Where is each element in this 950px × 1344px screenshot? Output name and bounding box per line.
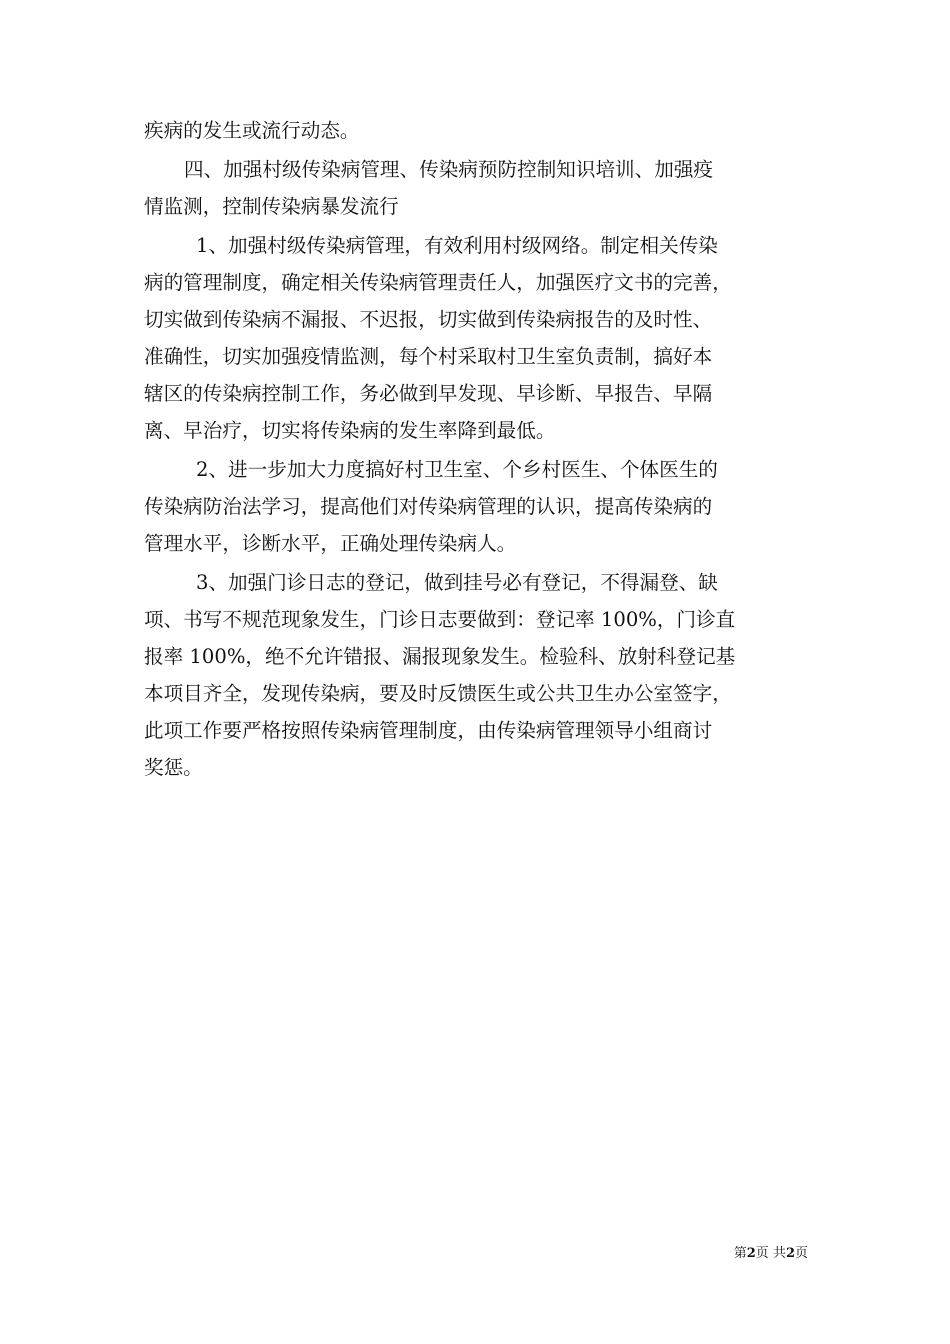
paragraph-line: 辖区的传染病控制工作，务必做到早发现、早诊断、早报告、早隔	[144, 382, 713, 405]
footer-middle: 页 共	[755, 1246, 786, 1261]
document-body	[144, 112, 812, 786]
paragraph-line: 1、加强村级传染病管理，有效利用村级网络。制定相关传染	[196, 234, 718, 257]
paragraph-line: 病的管理制度，确定相关传染病管理责任人，加强医疗文书的完善，	[144, 271, 732, 294]
paragraph-line: 3、加强门诊日志的登记，做到挂号必有登记，不得漏登、缺	[196, 571, 718, 594]
paragraph-line: 切实做到传染病不漏报、不迟报，切实做到传染病报告的及时性、	[144, 308, 713, 331]
footer-suffix: 页	[794, 1246, 808, 1261]
paragraph-line: 管理水平，诊断水平，正确处理传染病人。	[144, 532, 517, 555]
paragraph-line: 传染病防治法学习，提高他们对传染病管理的认识，提高传染病的	[144, 495, 713, 518]
paragraph-line: 奖惩。	[144, 756, 203, 779]
paragraph-line: 报率 100%，绝不允许错报、漏报现象发生。检验科、放射科登记基	[144, 645, 736, 668]
section-heading-line: 情监测，控制传染病暴发流行	[144, 195, 399, 218]
total-page-number: 2	[785, 1246, 795, 1261]
paragraph-line: 疾病的发生或流行动态。	[144, 119, 360, 142]
paragraph-line: 2、进一步加大力度搞好村卫生室、个乡村医生、个体医生的	[196, 458, 718, 481]
footer-prefix: 第	[733, 1246, 747, 1261]
paragraph-line: 此项工作要严格按照传染病管理制度，由传染病管理领导小组商讨	[144, 719, 713, 742]
page-number-footer	[734, 1245, 808, 1263]
paragraph-line: 本项目齐全，发现传染病，要及时反馈医生或公共卫生办公室签字，	[144, 682, 732, 705]
paragraph-line: 项、书写不规范现象发生，门诊日志要做到：登记率 100%，门诊直	[144, 608, 736, 631]
current-page-number: 2	[746, 1246, 756, 1261]
paragraph-line: 准确性，切实加强疫情监测，每个村采取村卫生室负责制，搞好本	[144, 345, 713, 368]
section-heading-line: 四、加强村级传染病管理、传染病预防控制知识培训、加强疫	[184, 158, 714, 181]
paragraph-line: 离、早治疗，切实将传染病的发生率降到最低。	[144, 419, 556, 442]
